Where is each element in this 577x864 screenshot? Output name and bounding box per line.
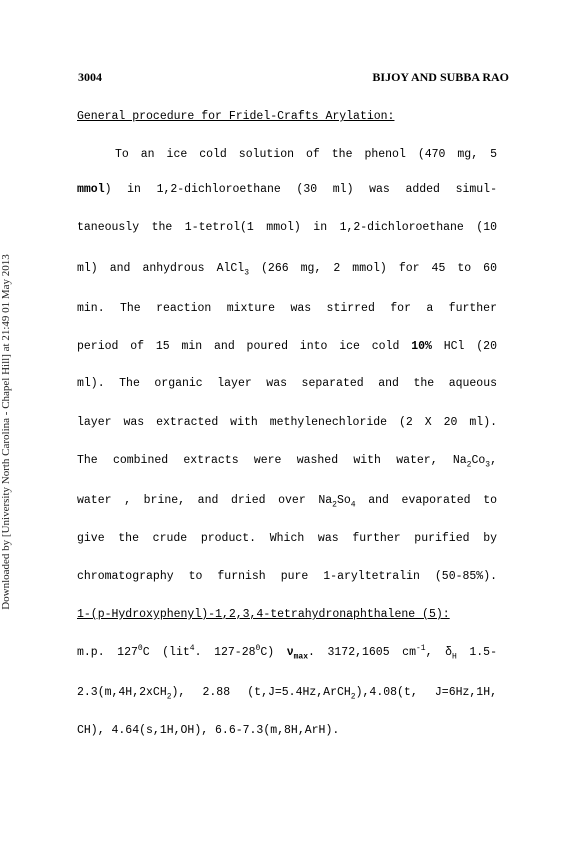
data-line-2 (77, 686, 497, 700)
para-line-12: chromatography to furnish pure 1-aryltetralin (50-85%). (77, 570, 497, 583)
data-line-2-b: ), 2.88 (t,J=5.4Hz,ArCH (171, 686, 351, 699)
data-line-3: CH), 4.64(s,1H,OH), 6.6-7.3(m,8H,ArH). (77, 724, 340, 737)
para-line-9-sub2: 3 (485, 460, 491, 470)
data-line-1-a: m.p. 127 (77, 646, 138, 659)
para-line-2-bold: mmol (77, 183, 105, 196)
data-line-1-c: . 127-28 (194, 646, 256, 659)
para-line-6-c: HCl (20 (431, 340, 497, 353)
para-line-2-rest: ) in 1,2-dichloroethane (30 ml) was added simul- (104, 183, 497, 196)
data-line-1-sup2: 4 (189, 644, 195, 654)
para-line-10-sub: 2 (332, 500, 337, 510)
page-number: 3004 (78, 70, 102, 84)
para-line-5: min. The reaction mixture was stirred for a further (77, 302, 497, 315)
para-line-6 (77, 340, 497, 354)
para-line-4-sub: 3 (244, 268, 249, 278)
data-line-1-b: C (lit (142, 646, 190, 659)
para-line-1: To an ice cold solution of the phenol (470 mg, 5 (115, 148, 497, 161)
section-title: General procedure for Fridel-Crafts Arylation: (77, 110, 395, 123)
data-line-1-f: , (425, 646, 446, 659)
para-line-6-a: period of 15 min and poured into ice cold (77, 340, 412, 353)
para-line-3: taneously the 1-tetrol(1 mmol) in 1,2-dichloroethane (10 (77, 221, 497, 234)
nu-max-sub: max (293, 652, 309, 662)
data-line-2-a: 2.3(m,4H,2xCH (77, 686, 167, 699)
para-line-9-a: The combined extracts were washed with water, Na (77, 454, 467, 467)
para-line-11: give the crude product. Which was further purified by (77, 532, 497, 545)
nu-symbol: ν (286, 646, 294, 659)
para-line-9-sub: 2 (466, 460, 472, 470)
para-line-8: layer was extracted with methylenechloride (2 X 20 ml). (77, 416, 497, 429)
para-line-10 (77, 494, 497, 508)
para-line-9-b: Co (471, 454, 486, 467)
data-line-1-e: . 3172,1605 cm (308, 646, 416, 659)
data-line-1-sup1: 0 (137, 644, 143, 654)
data-line-1-g: 1.5- (456, 646, 497, 659)
para-line-9-c: , (490, 454, 497, 467)
data-line-1 (77, 646, 497, 660)
para-line-4-a: ml) and anhydrous AlCl (77, 262, 245, 275)
data-line-2-sub1: 2 (166, 692, 172, 702)
compound-title: 1-(p-Hydroxyphenyl)-1,2,3,4-tetrahydronaphthalene (5): (77, 608, 450, 621)
data-line-2-sub2: 2 (350, 692, 356, 702)
para-line-10-c: and evaporated to (355, 494, 497, 507)
para-line-2 (77, 183, 497, 197)
para-line-9 (77, 454, 497, 468)
data-line-2-c: ),4.08(t, J=6Hz,1H, (355, 686, 497, 699)
para-line-6-bold: 10% (411, 340, 432, 353)
para-line-7: ml). The organic layer was separated and the aqueous (77, 377, 497, 390)
download-notice-text: Downloaded by [University North Carolina - Chapel Hill] at 21:49 01 May 2013 (0, 254, 12, 610)
para-line-4-b: (266 mg, 2 mmol) for 45 to 60 (249, 262, 497, 275)
data-line-1-sup3: 0 (255, 644, 261, 654)
data-line-1-sup4: -1 (415, 644, 426, 654)
para-line-10-b: So (336, 494, 351, 507)
delta-symbol: δ (445, 646, 452, 659)
running-head: BIJOY AND SUBBA RAO (372, 70, 509, 84)
delta-sub: H (451, 652, 457, 662)
para-line-4 (77, 262, 497, 276)
para-line-10-sub2: 4 (350, 500, 356, 510)
data-line-1-d: C) (260, 646, 287, 659)
para-line-10-a: water , brine, and dried over Na (77, 494, 333, 507)
